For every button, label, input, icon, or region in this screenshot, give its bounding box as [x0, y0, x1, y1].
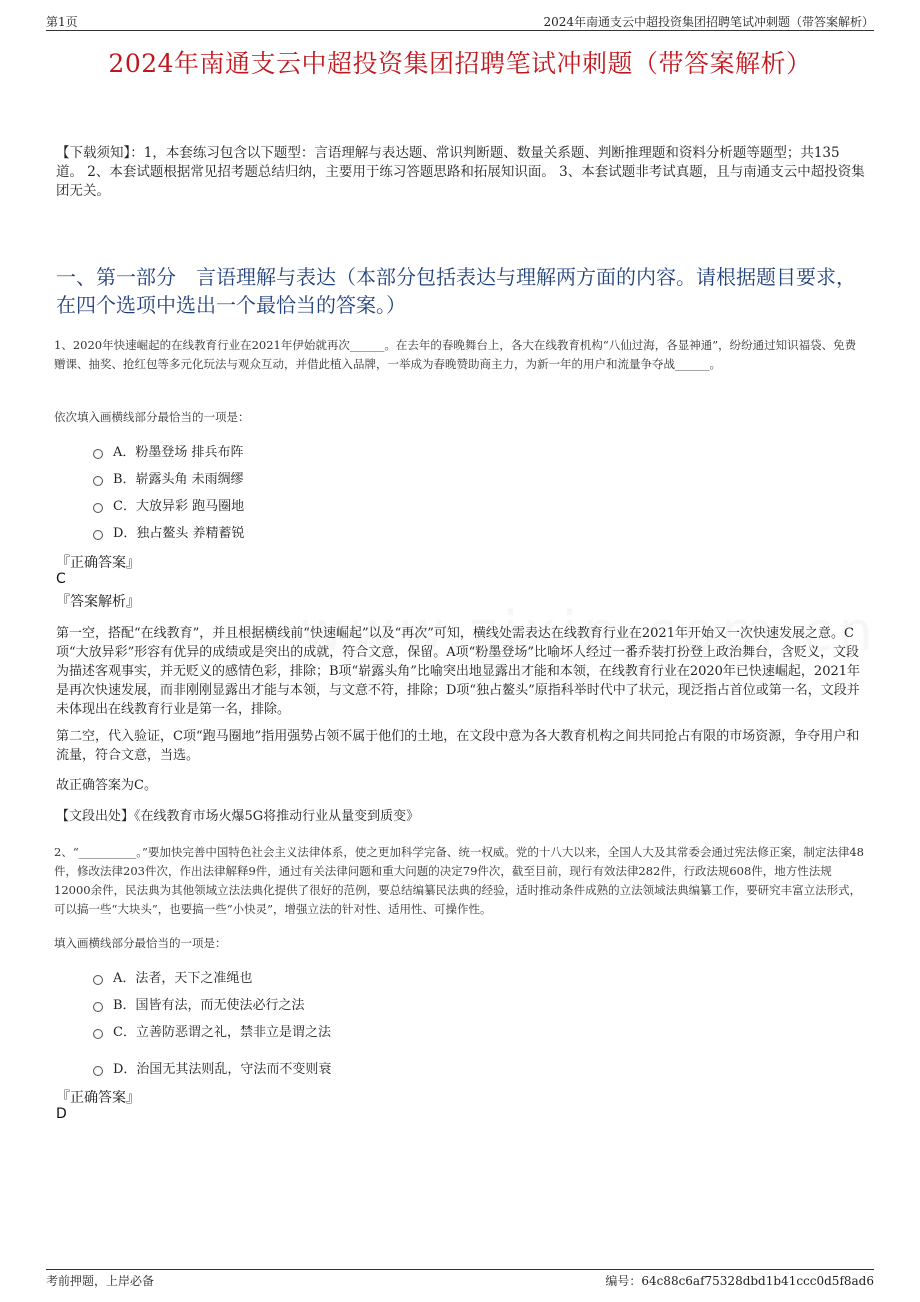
analysis-paragraph-2: 第二空，代入验证，C项“跑马圈地”指用强势占领不属于他们的土地，在文段中意为各大教育机构之间共同抢占有限的市场资源，争夺用户和流量，符合文意，当选。 — [56, 729, 860, 763]
header-doc-title: 2024年南通支云中超投资集团招聘笔试冲刺题（带答案解析） — [543, 15, 874, 29]
analysis-conclusion: 故正确答案为C。 — [56, 778, 157, 793]
radio-icon[interactable] — [93, 449, 103, 459]
question-1-answer-label: 『正确答案』 — [56, 555, 140, 571]
question-2-option-b[interactable] — [93, 994, 305, 1013]
question-2-prompt: 填入画横线部分最恰当的一项是： — [54, 936, 227, 950]
question-1-option-a[interactable] — [93, 441, 244, 460]
footer-slogan: 考前押题，上岸必备 — [46, 1274, 155, 1288]
page-number: 第1页 — [46, 15, 78, 29]
question-1-option-b[interactable] — [93, 468, 244, 487]
header-divider — [46, 30, 874, 31]
question-2-option-a[interactable] — [93, 967, 252, 986]
radio-icon[interactable] — [93, 1066, 103, 1076]
section-heading: 一、第一部分 言语理解与表达（本部分包括表达与理解两方面的内容。请根据题目要求，在四个选项中选出一个最恰当的答案。） — [56, 265, 856, 317]
question-2-stem: 2、“__________。”要加快完善中国特色社会主义法律体系，使之更加科学完备、统一权威。党的十八大以来，全国人大及其常委会通过宪法修正案，制定法律48件，修改法律203件次，作出法律解释9件，通过有关法律问题和重大问题的决定79件次，截至目前，现行有效法律282件，行政法规608件，地方性法规12000余件，民法典为其他领域立法法典化提供了很好的范例，要总结编纂民法典的经验，适时推动条件成熟的立法领域法典编纂工作，要研究丰富立法形式，可以搞一些“大块头”，也要搞一些“小快灵”，增强立法的针对性、适用性、可操作性。 — [54, 845, 864, 916]
radio-icon[interactable] — [93, 1002, 103, 1012]
footer-divider — [46, 1269, 874, 1270]
page-title: 2024年南通支云中超投资集团招聘笔试冲刺题（带答案解析） — [108, 49, 812, 78]
footer-serial: 编号：64c88c6af75328dbd1b41ccc0d5f8ad6 — [605, 1274, 874, 1288]
radio-icon[interactable] — [93, 476, 103, 486]
question-1-analysis-label: 『答案解析』 — [56, 594, 140, 610]
question-1-option-c[interactable] — [93, 495, 244, 514]
radio-icon[interactable] — [93, 503, 103, 513]
question-2-option-c[interactable] — [93, 1021, 331, 1040]
download-notice: 【下载须知】：1，本套练习包含以下题型：言语理解与表达题、常识判断题、数量关系题、判断推理题和资料分析题等题型；共135道。 2、本套试题根据常见招考题总结归纳，主要用于练习答题思路和拓展知识面。 3、本套试题非考试真题，且与南通支云中超投资集团无关。 — [56, 145, 865, 199]
question-2-answer-label: 『正确答案』 — [56, 1090, 140, 1106]
option-label: A．法者，天下之准绳也 — [113, 971, 253, 986]
option-label: A．粉墨登场 排兵布阵 — [113, 445, 244, 460]
radio-icon[interactable] — [93, 975, 103, 985]
radio-icon[interactable] — [93, 1029, 103, 1039]
option-label: D．治国无其法则乱，守法而不变则衰 — [113, 1062, 332, 1077]
option-label: C．大放异彩 跑马圈地 — [113, 499, 245, 514]
option-label: D．独占鳌头 养精蓄锐 — [113, 526, 245, 541]
question-2-answer: D — [56, 1106, 67, 1122]
question-1-option-d[interactable] — [93, 522, 245, 541]
analysis-paragraph-1: 第一空，搭配“在线教育”，并且根据横线前“快速崛起”以及“再次”可知，横线处需表达在线教育行业在2021年开始又一次快速发展之意。C项“大放异彩”形容有优异的成绩或是突出的成就，符合文意，保留。A项“粉墨登场”比喻坏人经过一番乔装打扮登上政治舞台，含贬义，文段为描述客观事实，并无贬义的感情色彩，排除；B项“崭露头角”比喻突出地显露出才能和本领，在线教育行业在2020年已快速崛起，2021年是再次快速发展，而非刚刚显露出才能与本领，与文意不符，排除；D项“独占鳌头”原指科举时代中了状元，现泛指占首位或第一名，文段并未体现出在线教育行业是第一名，排除。 — [56, 626, 861, 717]
question-1-prompt: 依次填入画横线部分最恰当的一项是： — [54, 410, 250, 424]
option-label: B．崭露头角 未雨绸缪 — [113, 472, 244, 487]
analysis-source: 【文段出处】《在线教育市场火爆5G将推动行业从量变到质变》 — [56, 809, 420, 824]
option-label: C．立善防恶谓之礼，禁非立是谓之法 — [113, 1025, 331, 1040]
question-1-stem: 1、2020年快速崛起的在线教育行业在2021年伊始就再次______。在去年的春晚舞台上，各大在线教育机构“八仙过海，各显神通”，纷纷通过知识福袋、免费赠课、抽奖、抢红包等多元化玩法与观众互动，并借此植入品牌，一举成为春晚赞助商主力，为新一年的用户和流量争夺战______。 — [54, 338, 857, 371]
question-1-answer: C — [56, 571, 66, 587]
question-2-option-d[interactable] — [93, 1058, 331, 1077]
radio-icon[interactable] — [93, 530, 103, 540]
option-label: B．国皆有法，而无使法必行之法 — [113, 998, 305, 1013]
